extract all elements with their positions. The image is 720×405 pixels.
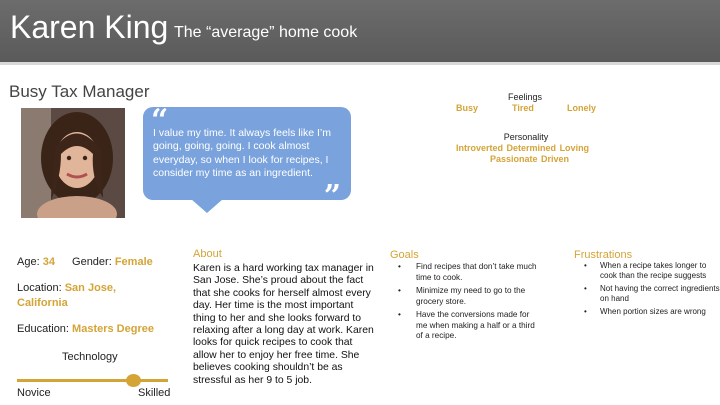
technology-max-label: Skilled [138, 387, 171, 399]
frustration-item: • Not having the correct ingredients on hand [574, 284, 720, 304]
quote-bubble [143, 103, 351, 214]
frustration-item: • When portion sizes are wrong [574, 307, 720, 317]
frustrations-title: Frustrations [574, 249, 633, 261]
feelings-title: Feelings [507, 92, 543, 102]
location-label: Location: [17, 282, 62, 294]
gender-value: Female [114, 256, 153, 268]
technology-slider-track [17, 379, 168, 382]
education-value: Masters Degree [72, 323, 154, 335]
feeling-item: Busy [456, 103, 479, 113]
education-label: Education: [17, 323, 69, 335]
technology-min-label: Novice [17, 387, 51, 399]
personality-item: Passionate [490, 154, 538, 164]
about-text: Karen is a hard working tax manager in San Jose. She’s proud about the fact that she cooks for herself almost every day. Her time is the most important thing to her and she looks forward to relaxing after a long day at work. Karen looks for quick recipes to cook that allow her to enjoy her free time. She believes cooking shouldn’t be as stressful as her 9 to 5 job. [193, 263, 374, 386]
location-value: San Jose, California [17, 282, 117, 309]
close-quote-icon: ” [323, 179, 341, 214]
persona-quote: I value my time. It always feels like I’m going, going, going. I cook almost everyday, so when I look for recipes, I consider my time as an ingredient. [153, 127, 331, 179]
personality-title: Personality [503, 132, 549, 142]
personality-list-line1 [456, 143, 589, 153]
technology-slider-knob [126, 374, 141, 387]
goal-item: • Minimize my need to go to the grocery store. [390, 286, 540, 307]
goal-item: • Have the conversions made for me when making a half or a third of a recipe. [390, 310, 540, 342]
persona-role: Busy Tax Manager [9, 82, 150, 101]
education-row [17, 322, 154, 337]
personality-list-line2 [490, 154, 569, 164]
frustrations-list [574, 261, 720, 320]
personality-item: Determined [506, 143, 557, 153]
location-row [17, 281, 157, 311]
persona-subtitle: The “average” home cook [174, 24, 358, 41]
gender-label: Gender: [72, 256, 112, 268]
age-gender-row [17, 255, 153, 270]
persona-name: Karen King [10, 9, 169, 45]
goal-item: • Find recipes that don’t take much time to cook. [390, 262, 540, 283]
age-label: Age: [17, 256, 40, 268]
frustration-item: • When a recipe takes longer to cook than the recipe suggests [574, 261, 720, 281]
header-bar [0, 0, 720, 65]
technology-title: Technology [62, 351, 118, 363]
goals-list [390, 262, 540, 345]
personality-item: Introverted [456, 143, 504, 153]
portrait-image [21, 108, 125, 218]
feeling-item: Lonely [567, 103, 597, 113]
age-value: 34 [42, 256, 55, 268]
feeling-item: Tired [512, 103, 534, 113]
personality-item: Loving [559, 143, 590, 153]
open-quote-icon: “ [151, 103, 169, 138]
goals-title: Goals [390, 249, 419, 261]
about-title: About [193, 248, 222, 260]
personality-item: Driven [541, 154, 570, 164]
persona-photo [21, 108, 125, 218]
